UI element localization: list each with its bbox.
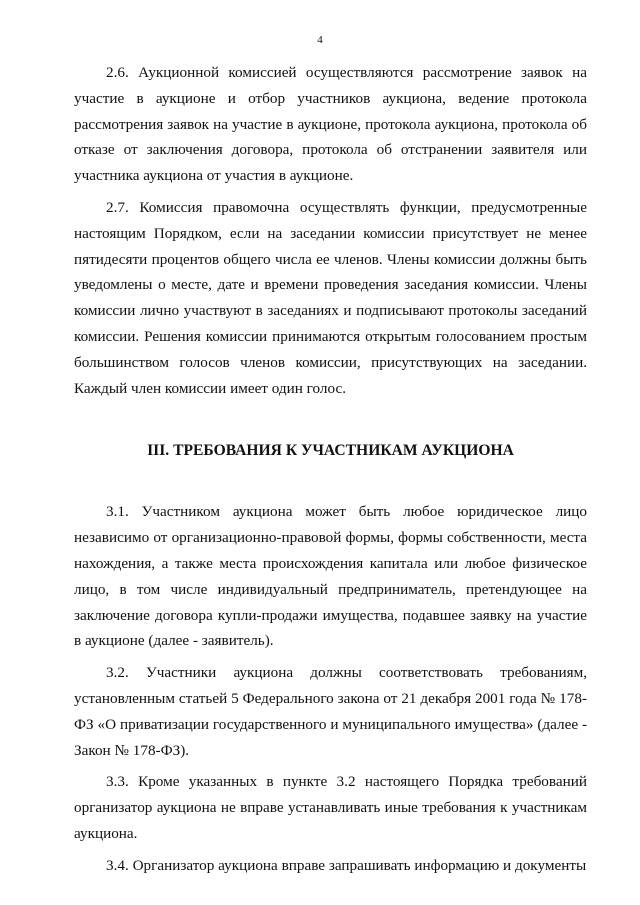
paragraph-3-2: 3.2. Участники аукциона должны соответствовать требованиям, установленным статьей 5 Федерального закона от 21 декабря 2001 года № 178-ФЗ «О приватизации государственного и муниципального имущества» (далее - Закон № 178-ФЗ). <box>74 664 587 759</box>
paragraph-3-1: 3.1. Участником аукциона может быть любое юридическое лицо независимо от организационно-правовой формы, формы собственности, места нахождения, а также места происхождения капитала или любое физическое лицо, в том числе индивидуальный предприниматель, претендующее на заключение договора купли-продажи имущества, подавшее заявку на участие в аукционе (далее - заявитель). <box>74 503 587 650</box>
paragraph-3-4: 3.4. Организатор аукциона вправе запрашивать информацию и документы <box>106 856 587 874</box>
paragraph-3-3: 3.3. Кроме указанных в пункте 3.2 настоящего Порядка требований организатор аукциона не вправе устанавливать иные требования к участникам аукциона. <box>74 773 587 842</box>
paragraph-2-6: 2.6. Аукционной комиссией осуществляются рассмотрение заявок на участие в аукционе и отбор участников аукциона, ведение протокола рассмотрения заявок на участие в аукционе, протокола аукциона, протокола об отказе от заключения договора, протокола об отстранении заявителя или участника аукциона от участия в аукционе. <box>74 64 587 185</box>
page-number: 4 <box>317 34 323 46</box>
page-content <box>74 60 587 879</box>
section-heading: III. ТРЕБОВАНИЯ К УЧАСТНИКАМ АУКЦИОНА <box>147 442 514 460</box>
paragraph-2-7: 2.7. Комиссия правомочна осуществлять функции, предусмотренные настоящим Порядком, если на заседании комиссии присутствует не менее пятидесяти процентов общего числа ее членов. Члены комиссии должны быть уведомлены о месте, дате и времени проведения заседания комиссии. Члены комиссии лично участвуют в заседаниях и подписывают протоколы заседаний комиссии. Решения комиссии принимаются открытым голосованием простым большинством голосов членов комиссии, присутствующих на заседании. Каждый член комиссии имеет один голос. <box>74 198 587 397</box>
